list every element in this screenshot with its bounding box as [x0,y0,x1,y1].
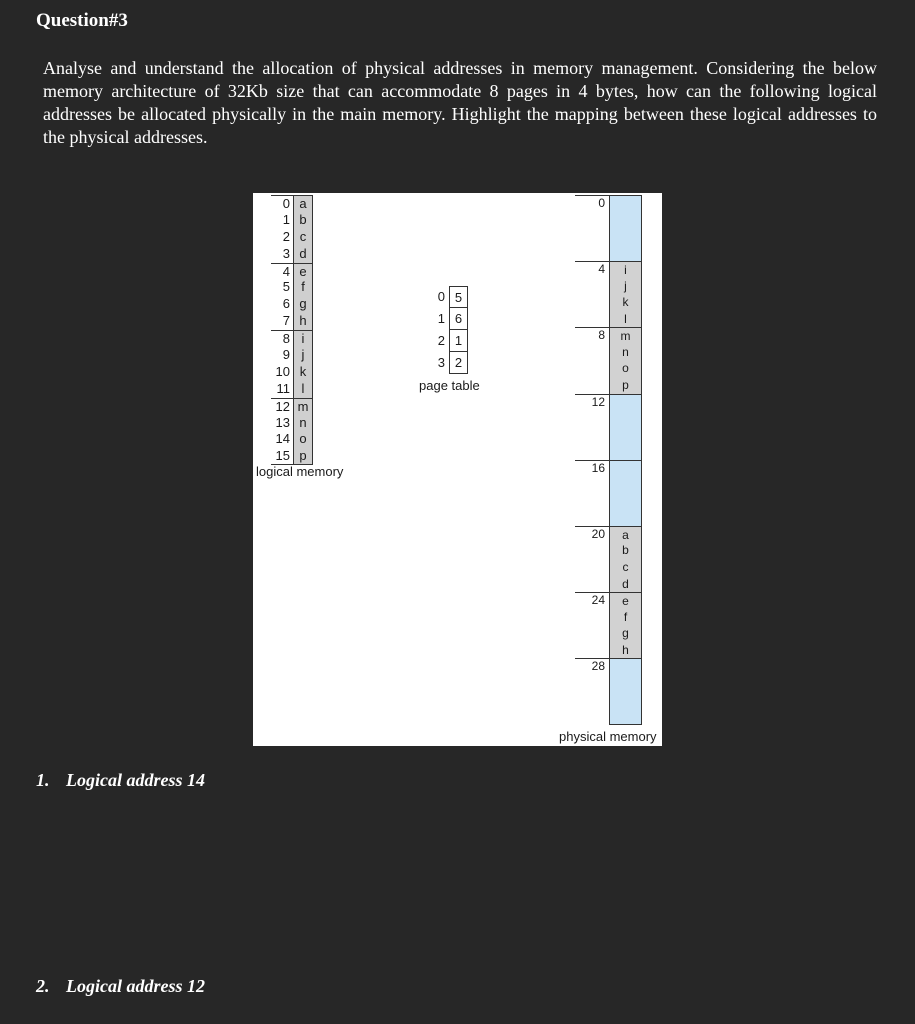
frame-address-label [575,559,609,576]
frame-address-label [575,377,609,394]
physical-memory-row [575,377,642,394]
frame-address-label: 16 [591,460,605,475]
physical-memory-cell: e [609,592,642,609]
frame-address-label [575,476,609,493]
paging-diagram [253,193,662,746]
physical-memory-table [575,195,642,725]
physical-memory-cell: c [609,559,642,576]
physical-memory-row [575,344,642,361]
physical-memory-cell [609,675,642,692]
physical-memory-row [575,427,642,444]
logical-address-index: 1 [282,211,290,227]
page-number: 3 [437,355,445,370]
page-table [429,286,468,374]
logical-memory-row [271,347,331,364]
page-table-caption: page table [419,378,480,393]
physical-memory-cell [609,476,642,493]
logical-address-index: 4 [271,263,293,280]
page-number: 2 [437,333,445,348]
physical-memory-cell: n [609,344,642,361]
frame-address-label: 8 [598,328,605,343]
logical-address-index: 5 [282,279,290,295]
physical-memory-cell [609,460,642,477]
physical-memory-row [575,509,642,526]
logical-memory-row [271,212,331,229]
logical-memory-cell: e [293,263,313,280]
logical-memory-cell: d [293,246,313,263]
physical-memory-row [575,542,642,559]
logical-memory-cell: k [293,364,313,381]
logical-memory-cell: p [293,448,313,465]
logical-memory-row [271,398,331,415]
frame-address-label [575,675,609,692]
logical-memory-row [271,415,331,432]
frame-address-label: 4 [598,262,605,277]
physical-memory-cell: p [609,377,642,394]
frame-boundary-line [575,592,609,593]
physical-memory-cell: j [609,278,642,295]
physical-memory-cell: f [609,609,642,626]
physical-memory-row [575,526,642,543]
physical-memory-row [575,625,642,642]
frame-address-label [575,542,609,559]
page-table-row [429,352,468,374]
subquestion-2-number: 2. [36,976,50,996]
physical-memory-cell [609,228,642,245]
logical-address-index: 10 [275,363,290,379]
physical-memory-cell: k [609,294,642,311]
logical-memory-row [271,195,331,212]
physical-memory-row [575,592,642,609]
logical-address-index: 12 [271,398,293,415]
physical-memory-row [575,576,642,593]
physical-memory-cell [609,394,642,411]
logical-memory-row [271,246,331,263]
physical-memory-cell: o [609,360,642,377]
logical-memory-cell: c [293,229,313,246]
physical-memory-row [575,493,642,510]
frame-address-label [575,278,609,295]
physical-memory-cell: a [609,526,642,543]
physical-memory-cell [609,212,642,229]
logical-memory-cell: g [293,296,313,313]
physical-memory-cell [609,509,642,526]
page-table-row [429,330,468,352]
physical-memory-row [575,228,642,245]
logical-address-index: 0 [271,195,293,212]
subquestion-1 [36,770,205,791]
physical-memory-cell: i [609,261,642,278]
frame-address-label [575,642,609,659]
frame-address-label [575,609,609,626]
physical-memory-row [575,559,642,576]
frame-boundary-line [575,327,609,328]
physical-memory-row [575,294,642,311]
frame-boundary-line [575,195,609,196]
subquestion-1-text: Logical address 14 [66,770,205,790]
logical-address-index: 7 [282,313,290,329]
logical-memory-cell: h [293,313,313,330]
frame-address-label [575,245,609,262]
physical-memory-row [575,658,642,675]
logical-memory-row [271,364,331,381]
physical-memory-cell: b [609,542,642,559]
frame-address-label [575,691,609,708]
logical-memory-cell: n [293,415,313,432]
frame-number: 6 [449,308,468,330]
frame-address-label [575,427,609,444]
logical-memory-cell: j [293,347,313,364]
frame-address-label [575,708,609,725]
logical-memory-row [271,381,331,398]
physical-memory-row [575,476,642,493]
logical-address-index: 2 [282,228,290,244]
logical-memory-cell: f [293,279,313,296]
logical-address-index: 15 [271,448,293,465]
logical-memory-cell: a [293,195,313,212]
frame-address-label: 28 [591,659,605,674]
logical-memory-row [271,330,331,347]
frame-address-label [575,493,609,510]
logical-memory-row [271,448,331,465]
frame-boundary-line [575,658,609,659]
frame-address-label [575,443,609,460]
frame-address-label [575,212,609,229]
frame-boundary-line [575,460,609,461]
logical-address-index: 8 [271,330,293,347]
frame-address-label [575,294,609,311]
physical-memory-cell [609,658,642,675]
physical-memory-cell: d [609,576,642,593]
question-text: Analyse and understand the allocation of physical addresses in memory management. Considering the below memory architecture of 32Kb size that can accommodate 8 pages in 4 bytes, how can the following logical addresses be allocated physically in the main memory. Highlight the mapping between these logical addresses to the physical addresses. [43,58,877,147]
page-table-row [429,286,468,308]
physical-memory-row [575,311,642,328]
frame-address-label [575,576,609,593]
physical-memory-row [575,327,642,344]
physical-memory-cell [609,195,642,212]
frame-address-label: 12 [591,394,605,409]
logical-memory-table [271,195,331,465]
frame-address-label: 24 [591,593,605,608]
frame-address-label [575,509,609,526]
logical-memory-row [271,279,331,296]
page-number: 0 [437,289,445,304]
physical-memory-cell [609,443,642,460]
logical-address-index: 6 [282,296,290,312]
physical-memory-row [575,212,642,229]
frame-boundary-line [575,526,609,527]
logical-memory-caption: logical memory [256,464,344,479]
physical-memory-row [575,278,642,295]
frame-address-label [575,625,609,642]
subquestion-1-number: 1. [36,770,50,790]
subquestion-2-text: Logical address 12 [66,976,205,996]
frame-number: 2 [449,352,468,374]
logical-memory-row [271,313,331,330]
physical-memory-cell [609,493,642,510]
physical-memory-cell [609,245,642,262]
logical-memory-cell: m [293,398,313,415]
physical-memory-row [575,691,642,708]
physical-memory-row [575,609,642,626]
question-heading: Question#3 [36,10,128,31]
logical-memory-row [271,229,331,246]
physical-memory-caption: physical memory [559,729,657,744]
subquestion-2 [36,976,205,997]
logical-memory-cell: o [293,431,313,448]
logical-memory-cell: b [293,212,313,229]
logical-memory-row [271,263,331,280]
logical-memory-cell: i [293,330,313,347]
physical-memory-row [575,360,642,377]
physical-memory-cell: h [609,642,642,659]
logical-address-index: 9 [282,347,290,363]
frame-address-label: 20 [591,526,605,541]
logical-address-index: 13 [275,414,290,430]
frame-boundary-line [575,394,609,395]
logical-address-index: 3 [282,245,290,261]
page-number: 1 [437,311,445,326]
physical-memory-cell [609,691,642,708]
physical-memory-row [575,195,642,212]
physical-memory-cell [609,410,642,427]
physical-memory-row [575,443,642,460]
frame-address-label: 0 [598,196,605,210]
physical-memory-cell [609,708,642,725]
physical-memory-cell: g [609,625,642,642]
physical-memory-row [575,410,642,427]
frame-address-label [575,360,609,377]
physical-memory-row [575,708,642,725]
physical-memory-cell: m [609,327,642,344]
frame-address-label [575,311,609,328]
frame-address-label [575,344,609,361]
physical-memory-row [575,394,642,411]
logical-memory-row [271,431,331,448]
physical-memory-cell [609,427,642,444]
frame-address-label [575,410,609,427]
page-table-row [429,308,468,330]
physical-memory-row [575,245,642,262]
physical-memory-row [575,642,642,659]
logical-memory-cell: l [293,381,313,398]
physical-memory-row [575,675,642,692]
frame-address-label [575,228,609,245]
physical-memory-cell: l [609,311,642,328]
logical-address-index: 11 [276,380,290,396]
frame-number: 1 [449,330,468,352]
logical-memory-row [271,296,331,313]
frame-number: 5 [449,286,468,308]
frame-boundary-line [575,261,609,262]
logical-address-index: 14 [275,431,290,447]
physical-memory-row [575,460,642,477]
physical-memory-row [575,261,642,278]
